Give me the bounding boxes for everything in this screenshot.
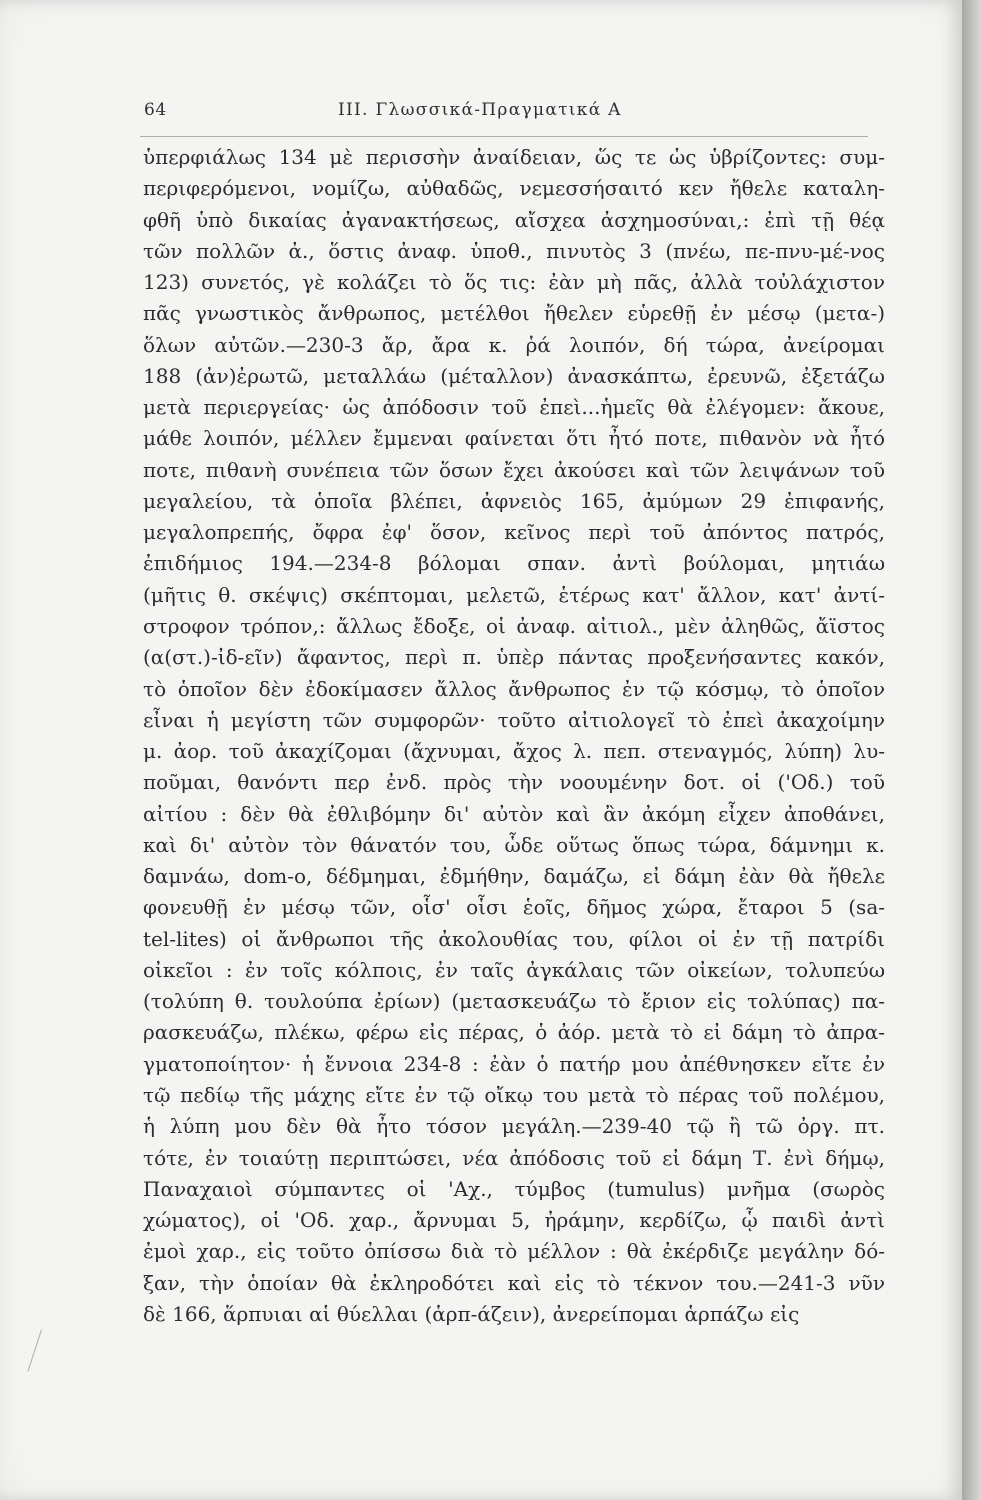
text-line: ἡ λύπη μου δὲν θὰ ἦτο τόσον μεγάλη.—239-40 τῷ ἢ τῶ ὀργ. πτ. <box>143 1114 885 1139</box>
text-line: ὑπερφιάλως 134 μὲ περισσὴν ἀναίδειαν, ὥς τε ὡς ὑβρίζοντες: συμ- <box>143 145 885 169</box>
text-line: ὅλων αὐτῶν.—230-3 ἄρ, ἄρα κ. ῥά λοιπόν, δή τώρα, ἀνείρομαι <box>143 332 885 357</box>
text-line: μ. ἀορ. τοῦ ἀκαχίζομαι (ἄχνυμαι, ἄχος λ. πεπ. στεναγμός, λύπη) λυ- <box>143 739 885 764</box>
text-line: ἐπιδήμιος 194.—234-8 βόλομαι σπαν. ἀντὶ βούλομαι, μητιάω <box>143 551 885 576</box>
text-line: ποτε, πιθανὴ συνέπεια τῶν ὅσων ἔχει ἀκούσει καὶ τῶν λειψάνων τοῦ <box>143 457 885 482</box>
page-edge-shadow <box>962 0 981 1500</box>
text-line: 123) συνετός, γὲ κολάζει τὸ ὅς τις: ἐὰν μὴ πᾶς, ἀλλὰ τοὐλάχιστον <box>143 270 885 295</box>
text-line: δὲ 166, ἅρπυιαι αἱ θύελλαι (ἁρπ-άζειν), ἀνερείπομαι ἁρπάζω εἰς <box>143 1301 800 1326</box>
page-number: 64 <box>144 100 167 120</box>
text-line: φθῆ ὑπὸ δικαίας ἀγανακτήσεως, αἴσχεα ἀσχημοσύναι,: ἐπὶ τῇ θέᾳ <box>143 207 885 232</box>
text-line: εἶναι ἡ μεγίστη τῶν συμφορῶν· τοῦτο αἰτιολογεῖ τὸ ἐπεὶ ἀκαχοίμην <box>143 707 885 732</box>
text-line: φονευθῇ ἐν μέσῳ τῶν, οἷσ' οἷσι ἑοῖς, δῆμος χώρα, ἔταροι 5 (sa- <box>143 895 885 920</box>
running-head: III. Γλωσσικά-Πραγματικά Α <box>338 100 622 120</box>
text-line: τῶν πολλῶν ἀ., ὅστις ἀναφ. ὑποθ., πινυτὸς 3 (πνέω, πε-πνυ-μέ-νος <box>143 238 885 263</box>
text-line: στροφον τρόπον,: ἄλλως ἔδοξε, οἱ ἀναφ. αἰτιολ., μὲν ἀληθῶς, ἄϊστος <box>143 613 885 638</box>
text-line: τὸ ὁποῖον δὲν ἐδοκίμασεν ἄλλος ἄνθρωπος ἐν τῷ κόσμῳ, τὸ ὁποῖον <box>143 676 885 701</box>
text-line: μετὰ περιεργείας· ὡς ἀπόδοσιν τοῦ ἐπεὶ...ἡμεῖς θὰ ἐλέγομεν: ἄκουε, <box>143 395 885 420</box>
text-line: τῷ πεδίῳ τῆς μάχης εἴτε ἐν τῷ οἴκῳ του μετὰ τὸ πέρας τοῦ πολέμου, <box>143 1082 885 1107</box>
text-line: (τολύπη θ. τουλούπα ἐρίων) (μετασκευάζω τὸ ἔριον εἰς τολύπας) πα- <box>143 989 885 1014</box>
text-line: ἐμοὶ χαρ., εἰς τοῦτο ὀπίσσω διὰ τὸ μέλλον : θὰ ἐκέρδιζε μεγάλην δό- <box>143 1239 885 1264</box>
page-header <box>140 96 880 130</box>
text-line: οἰκεῖοι : ἐν τοῖς κόλποις, ἐν ταῖς ἀγκάλαις τῶν οἰκείων, τολυπεύω <box>143 957 885 982</box>
text-line: tel-lites) οἱ ἄνθρωποι τῆς ἀκολουθίας του, φίλοι οἱ ἐν τῇ πατρίδι <box>143 926 885 951</box>
text-line: αἰτίου : δὲν θὰ ἐθλιβόμην δι' αὐτὸν καὶ ἂν ἀκόμη εἶχεν ἀποθάνει, <box>143 801 885 826</box>
body-text <box>143 142 885 1330</box>
text-line: γματοποίητον· ἡ ἔννοια 234-8 : ἐὰν ὁ πατήρ μου ἀπέθνησκεν εἴτε ἐν <box>143 1051 885 1076</box>
text-line: ξαν, τὴν ὁποίαν θὰ ἐκληροδότει καὶ εἰς τὸ τέκνον του.—241-3 νῦν <box>143 1270 885 1295</box>
text-line: 188 (ἀν)ἐρωτῶ, μεταλλάω (μέταλλον) ἀνασκάπτω, ἐρευνῶ, ἐξετάζω <box>143 363 885 388</box>
text-line: πᾶς γνωστικὸς ἄνθρωπος, μετέλθοι ἤθελεν εὑρεθῇ ἐν μέσῳ (μετα-) <box>143 301 885 326</box>
text-line: τότε, ἐν τοιαύτῃ περιπτώσει, νέα ἀπόδοσις τοῦ εἰ δάμη Τ. ἐνὶ δήμῳ, <box>143 1145 885 1170</box>
text-line: καὶ δι' αὐτὸν τὸν θάνατόν του, ὧδε οὕτως ὅπως τώρα, δάμνημι κ. <box>143 832 885 857</box>
text-line: περιφερόμενοι, νομίζω, αὐθαδῶς, νεμεσσήσαιτό κεν ἤθελε καταλη- <box>143 176 885 201</box>
text-line: μεγαλείου, τὰ ὁποῖα βλέπει, ἀφνειὸς 165, ἀμύμων 29 ἐπιφανής, <box>143 488 885 513</box>
text-line: δαμνάω, dom-o, δέδμημαι, ἐδμήθην, δαμάζω, εἰ δάμη ἐὰν θὰ ἤθελε <box>143 864 885 889</box>
text-line: ρασκευάζω, πλέκω, φέρω εἰς πέρας, ὁ ἀόρ. μετὰ τὸ εἰ δάμη τὸ ἀπρα- <box>143 1020 885 1045</box>
text-line: μάθε λοιπόν, μέλλεν ἔμμεναι φαίνεται ὅτι ἦτό ποτε, πιθανὸν νὰ ἦτό <box>143 426 885 451</box>
header-rule <box>140 136 868 137</box>
text-line: χώματος), οἱ 'Οδ. χαρ., ἄρνυμαι 5, ἠράμην, κερδίζω, ᾧ παιδὶ ἀντὶ <box>143 1208 885 1233</box>
text-line: (α(στ.)-ἰδ-εῖν) ἄφαντος, περὶ π. ὑπὲρ πάντας προξενήσαντες κακόν, <box>143 645 885 670</box>
text-line: Παναχαιοὶ σύμπαντες οἱ 'Αχ., τύμβος (tumulus) μνῆμα (σωρὸς <box>143 1176 885 1201</box>
pencil-mark <box>27 1329 51 1374</box>
text-line: μεγαλοπρεπής, ὄφρα ἐφ' ὅσον, κεῖνος περὶ τοῦ ἀπόντος πατρός, <box>143 520 885 545</box>
text-line: (μῆτις θ. σκέψις) σκέπτομαι, μελετῶ, ἑτέρως κατ' ἄλλον, κατ' ἀντί- <box>143 582 885 607</box>
text-line: ποῦμαι, θανόντι περ ἐνδ. πρὸς τὴν νοουμένην δοτ. οἱ ('Οδ.) τοῦ <box>143 770 885 795</box>
